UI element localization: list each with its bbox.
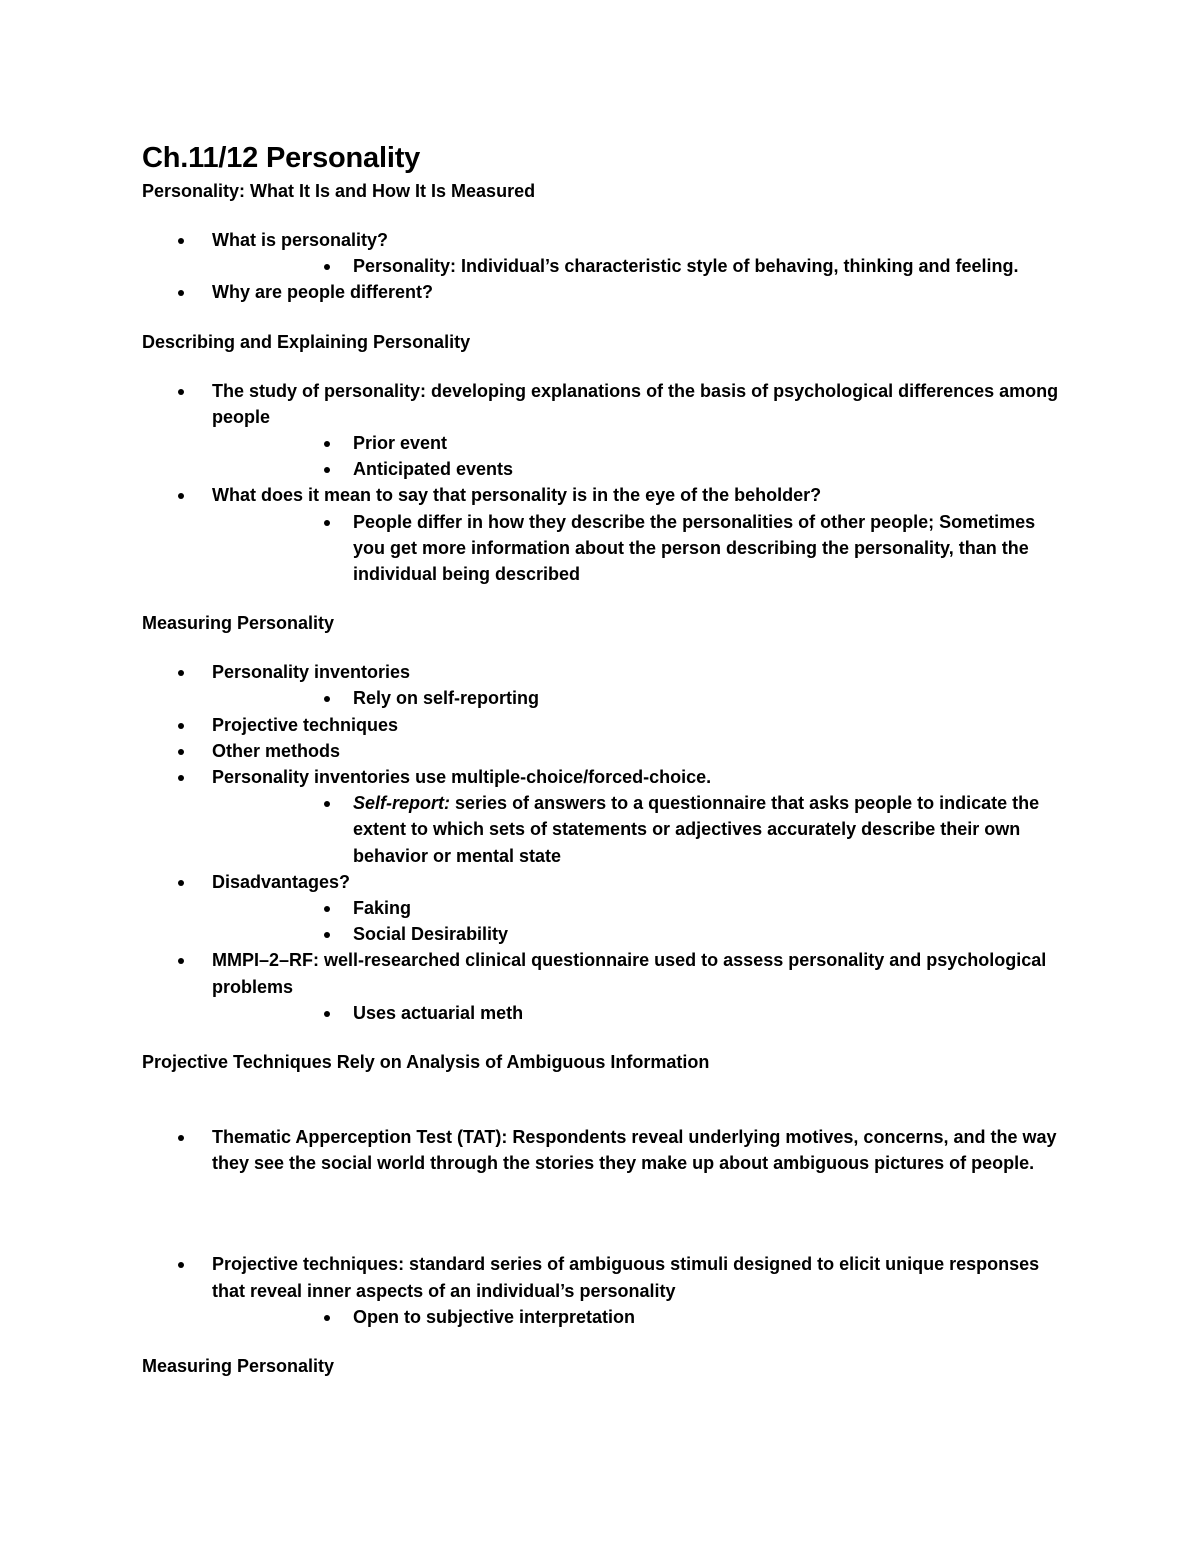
sub-list-item-text: Prior event — [353, 433, 448, 454]
list-item-text: What is personality? — [212, 230, 389, 250]
sub-list-item-text: Faking — [353, 898, 412, 919]
sub-list-item-text: Open to subjective interpretation — [353, 1306, 636, 1327]
list-item-text: Projective techniques — [212, 714, 399, 735]
bullet-icon — [178, 493, 184, 499]
sub-bullet-list — [212, 1000, 1072, 1026]
bullet-icon — [324, 696, 330, 702]
sub-list-item — [212, 790, 1072, 869]
list-item-text: Projective techniques: standard series of ambiguous stimuli designed to elicit unique responses that reveal inner aspects of an individual’s personality — [212, 1254, 1040, 1301]
list-item — [142, 482, 1072, 587]
list-item-text: Personality inventories — [212, 662, 411, 683]
list-item — [142, 659, 1072, 711]
list-item — [142, 764, 1072, 869]
sub-list-item — [212, 1304, 1072, 1330]
sub-list-item-text: Anticipated events — [353, 459, 514, 480]
sub-list-item-text: Rely on self-reporting — [353, 688, 540, 709]
bullet-icon — [324, 1011, 330, 1017]
section-heading: Measuring Personality — [142, 1356, 335, 1377]
list-item — [142, 1124, 1072, 1176]
bullet-icon — [324, 1315, 330, 1321]
sub-list-item — [212, 509, 1072, 588]
sub-list-item — [212, 685, 1072, 711]
bullet-icon — [178, 775, 184, 781]
sub-bullet-list — [212, 253, 1072, 279]
list-item — [142, 279, 1072, 305]
section-heading: Personality: What It Is and How It Is Measured — [142, 181, 536, 201]
sub-bullet-list — [212, 1304, 1072, 1330]
sub-list-item — [212, 430, 1072, 456]
sub-list-item-text: People differ in how they describe the personalities of other people; Sometimes you get more information about the person describing the personality, than the individual being described — [353, 511, 1036, 585]
bullet-icon — [178, 958, 184, 964]
list-item-text: MMPI–2–RF: well-researched clinical questionnaire used to assess personality and psychological problems — [212, 950, 1047, 997]
bullet-icon — [324, 906, 330, 912]
list-item — [142, 947, 1072, 1026]
sub-bullet-list — [212, 430, 1072, 482]
sub-list-item — [212, 1000, 1072, 1026]
bullet-list — [142, 659, 1072, 1026]
list-item-text: Disadvantages? — [212, 871, 351, 892]
list-item — [142, 378, 1072, 483]
list-item — [142, 738, 1072, 764]
bullet-icon — [178, 880, 184, 886]
list-item-text: The study of personality: developing explanations of the basis of psychological differences among people — [212, 380, 1059, 427]
list-item-text: What does it mean to say that personality is in the eye of the beholder? — [212, 485, 822, 506]
sub-bullet-list — [212, 509, 1072, 588]
bullet-icon — [178, 723, 184, 729]
bullet-icon — [178, 749, 184, 755]
sub-bullet-list — [212, 790, 1072, 869]
list-item — [142, 227, 1072, 279]
list-item-text: Why are people different? — [212, 282, 434, 303]
section-heading: Projective Techniques Rely on Analysis of Ambiguous Information — [142, 1052, 710, 1073]
bullet-icon — [324, 520, 330, 526]
document-page — [142, 138, 1072, 1379]
bullet-icon — [178, 1135, 184, 1141]
sub-list-item — [212, 456, 1072, 482]
definition-text: series of answers to a questionnaire that asks people to indicate the extent to which sets of statements or adjectives accurately describe their own behavior or mental state — [353, 793, 1040, 866]
bullet-icon — [178, 389, 184, 395]
sub-bullet-list — [212, 685, 1072, 711]
list-item-text: Personality inventories use multiple-choice/forced-choice. — [212, 767, 712, 788]
bullet-list — [142, 1124, 1072, 1176]
list-item — [142, 1251, 1072, 1330]
sub-list-item-text: Personality: Individual’s characteristic style of behaving, thinking and feeling. — [353, 256, 1019, 277]
sub-list-item-text: Uses actuarial meth — [353, 1002, 524, 1023]
document-title: Ch.11/12 Personality — [142, 142, 421, 174]
list-item — [142, 869, 1072, 948]
bullet-icon — [324, 441, 330, 447]
sub-list-item — [212, 253, 1072, 279]
sub-bullet-list — [212, 895, 1072, 947]
sub-list-item — [212, 921, 1072, 947]
bullet-list — [142, 378, 1072, 588]
bullet-icon — [178, 238, 184, 244]
bullet-icon — [324, 801, 330, 807]
list-item-text: Thematic Apperception Test (TAT): Respondents reveal underlying motives, concerns, and the way they see the social world through the stories they make up about ambiguous pictures of people. — [212, 1127, 1057, 1174]
bullet-list — [142, 227, 1072, 306]
bullet-icon — [324, 932, 330, 938]
defined-term: Self-report: — [353, 793, 451, 814]
sub-list-item-text: Social Desirability — [353, 924, 509, 945]
list-item-text: Other methods — [212, 740, 341, 761]
list-item — [142, 712, 1072, 738]
bullet-icon — [324, 264, 330, 270]
bullet-icon — [178, 670, 184, 676]
bullet-icon — [178, 290, 184, 296]
bullet-list — [142, 1251, 1072, 1330]
sub-list-item — [212, 895, 1072, 921]
bullet-icon — [178, 1262, 184, 1268]
section-heading: Measuring Personality — [142, 613, 335, 634]
bullet-icon — [324, 467, 330, 473]
section-heading: Describing and Explaining Personality — [142, 331, 471, 352]
